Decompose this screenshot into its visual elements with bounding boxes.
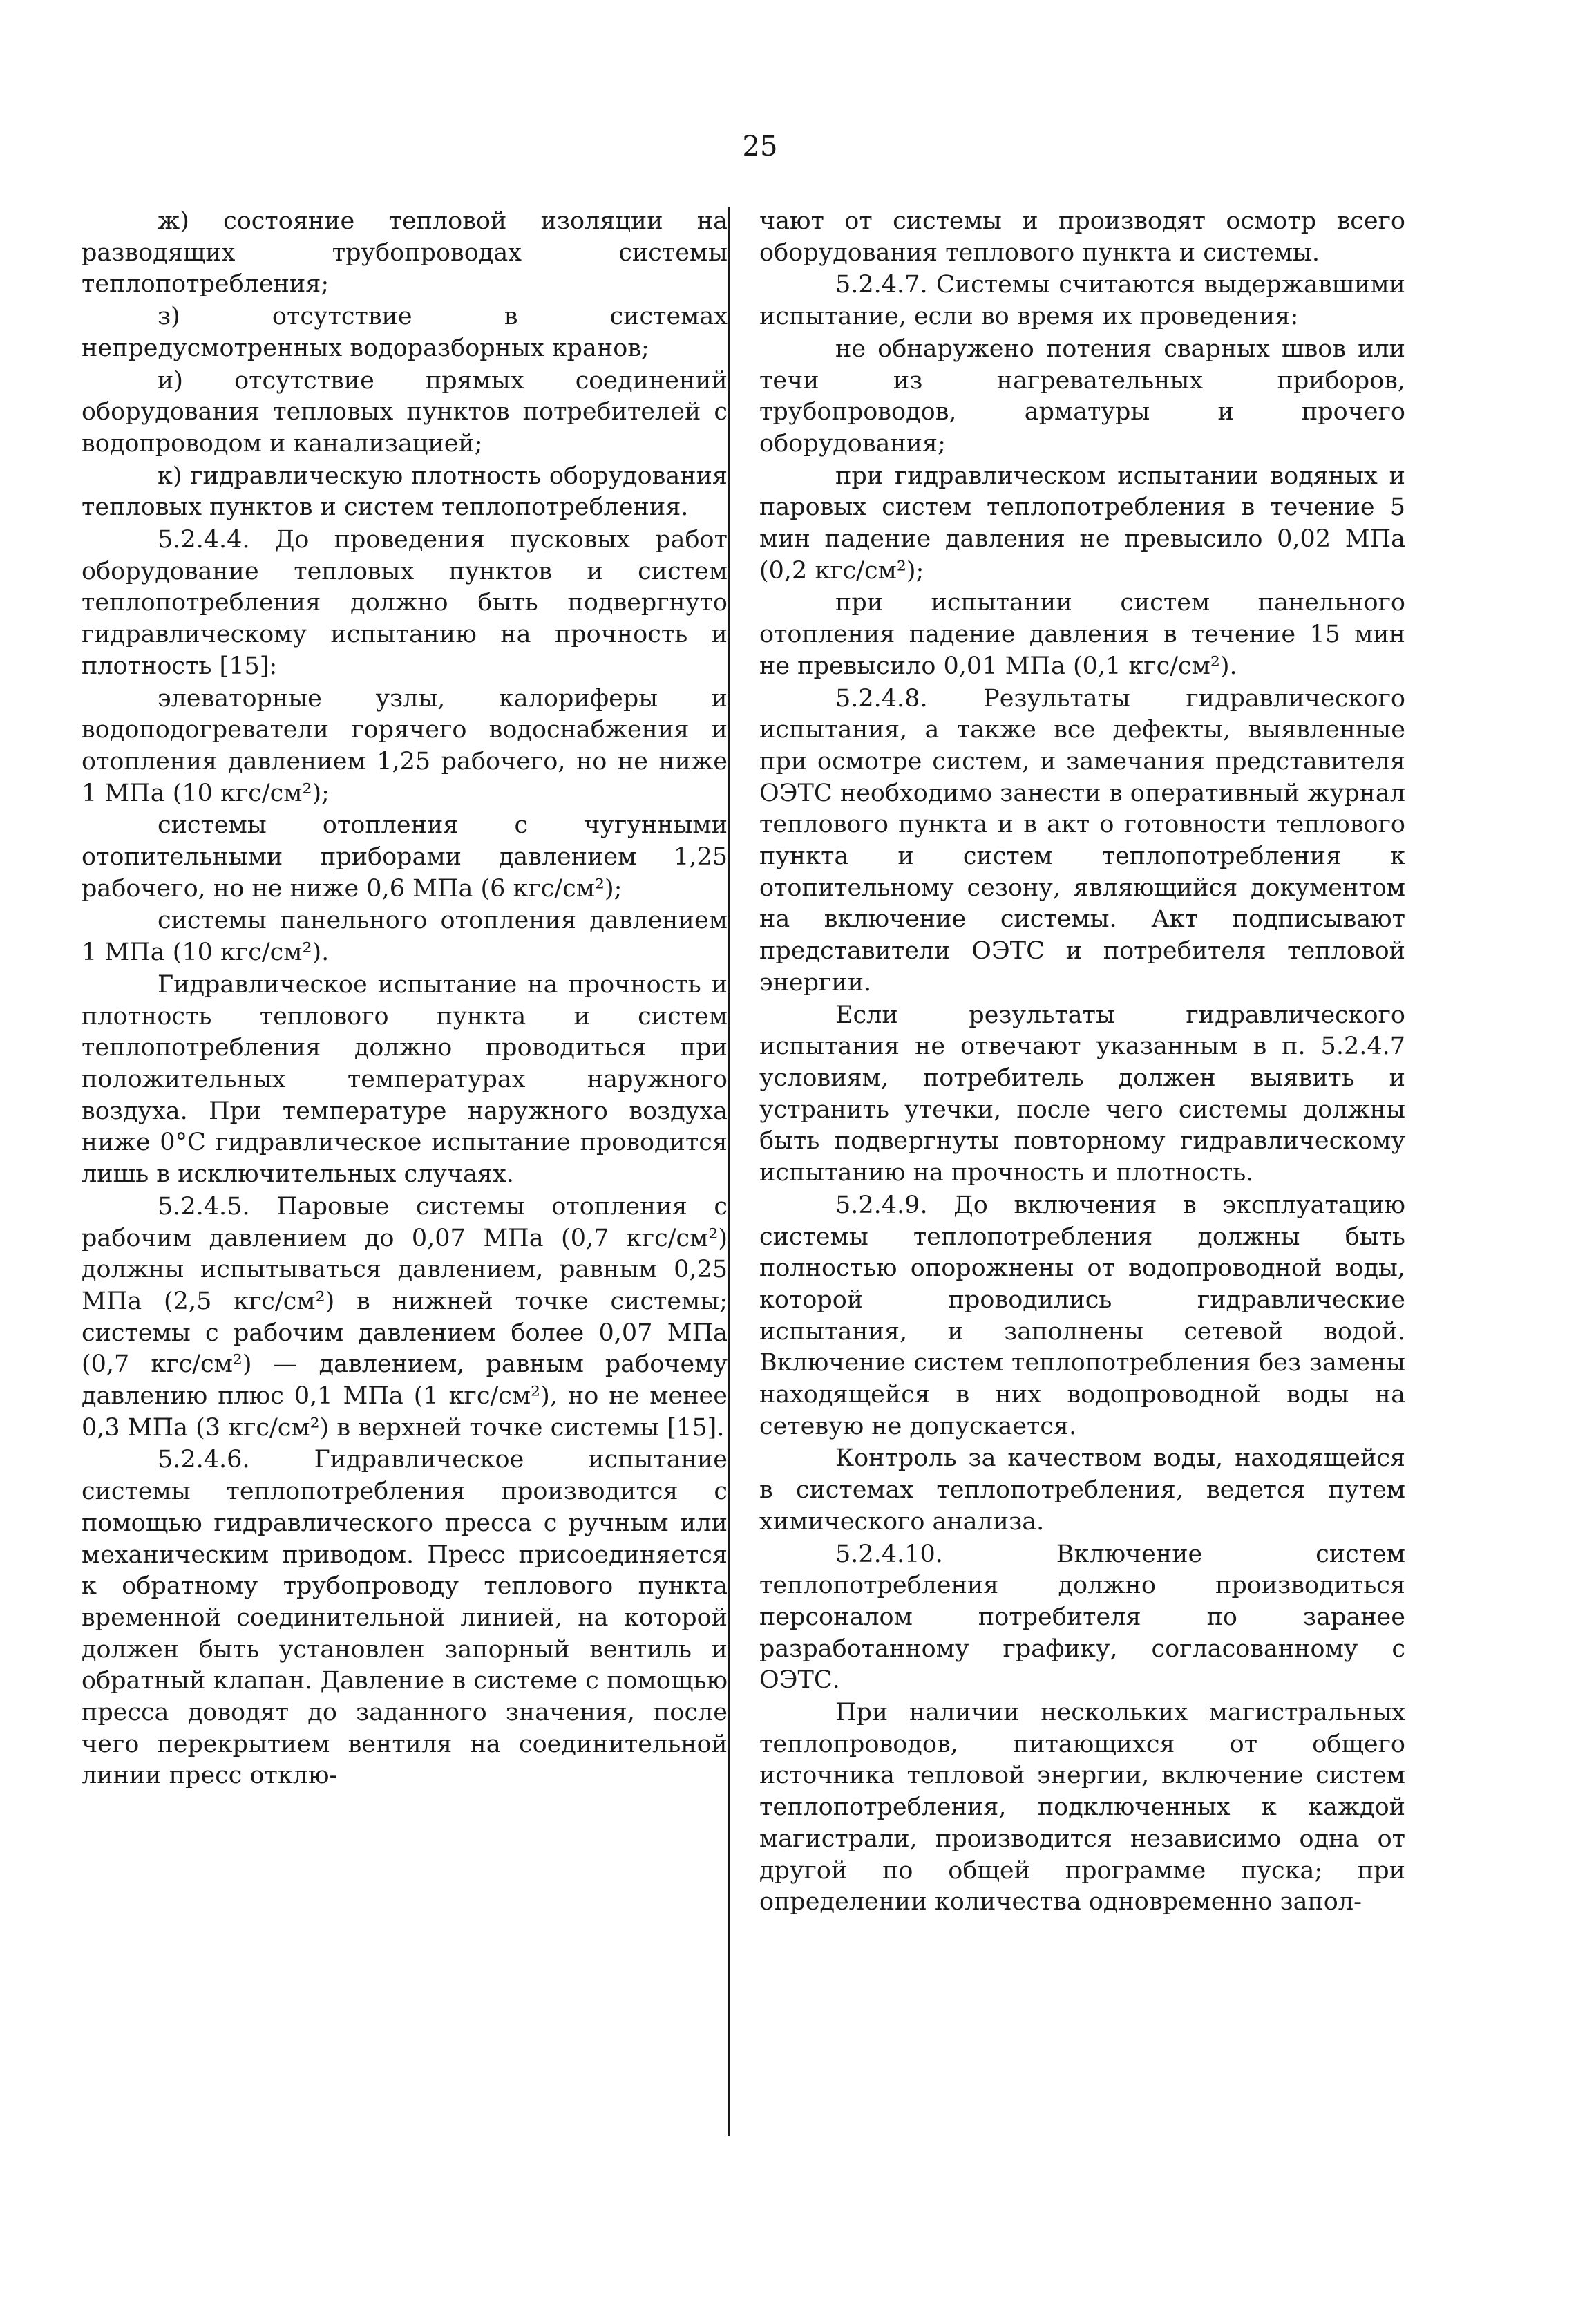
paragraph: При наличии нескольких магистральных теплопроводов, питающихся от общего источника тепловой энергии, включение систем теплопотребления, подключенных к каждой магистрали, производится независимо одна от другой по общей программе пуска; при определении количества одновременно запол- <box>759 1699 1405 1916</box>
paragraph: 5.2.4.7. Системы считаются выдержавшими испытание, если во время их проведения: <box>759 271 1405 331</box>
paragraph: 5.2.4.6. Гидравлическое испытание системы теплопотребления производится с помощью гидравлического пресса с ручным или механическим приводом. Пресс присоединяется к обратному трубопроводу теплового пункта временной соединительной линией, на которой должен быть установлен запорный вентиль и обратный клапан. Давление в системе с помощью пресса доводят до заданного значения, после чего перекрытием вентиля на соединительной линии пресс отклю- <box>82 1446 728 1790</box>
paragraph: ж) состояние тепловой изоляции на разводящих трубопроводах системы теплопотребления; <box>82 207 728 299</box>
left-column <box>82 206 728 1793</box>
column-divider <box>728 207 730 2136</box>
paragraph: чают от системы и производят осмотр всего оборудования теплового пункта и системы. <box>759 207 1405 267</box>
paragraph: не обнаружено потения сварных швов или течи из нагревательных приборов, трубопроводов, арматуры и прочего оборудования; <box>759 334 1405 458</box>
right-column <box>759 206 1405 1919</box>
paragraph: элеваторные узлы, калориферы и водоподогреватели горячего водоснабжения и отопления давлением 1,25 рабочего, но не ниже 1 МПа (10 кгс/см²); <box>82 684 728 807</box>
paragraph: при испытании систем панельного отопления падение давления в течение 15 мин не превысило 0,01 МПа (0,1 кгс/см²). <box>759 589 1405 680</box>
paragraph: 5.2.4.5. Паровые системы отопления с рабочим давлением до 0,07 МПа (0,7 кгс/см²) должны испытываться давлением, равным 0,25 МПа (2,5 кгс/см²) в нижней точке системы; системы с рабочим давлением более 0,07 МПа (0,7 кгс/см²) — давлением, равным рабочему давлению плюс 0,1 МПа (1 кгс/см²), но не менее 0,3 МПа (3 кгс/см²) в верхней точке системы [15]. <box>82 1192 728 1442</box>
paragraph: Контроль за качеством воды, находящейся в системах теплопотребления, ведется путем химического анализа. <box>759 1444 1405 1536</box>
paragraph: к) гидравлическую плотность оборудования тепловых пунктов и систем теплопотребления. <box>82 462 728 522</box>
paragraph: 5.2.4.10. Включение систем теплопотребления должно производиться персоналом потребителя по заранее разработанному графику, согласованному с ОЭТС. <box>759 1540 1405 1695</box>
paragraph: з) отсутствие в системах непредусмотренных водоразборных кранов; <box>82 303 728 362</box>
paragraph: 5.2.4.4. До проведения пусковых работ оборудование тепловых пунктов и систем теплопотребления должно быть подвергнуто гидравлическому испытанию на прочность и плотность [15]: <box>82 526 728 680</box>
paragraph: и) отсутствие прямых соединений оборудования тепловых пунктов потребителей с водопроводом и канализацией; <box>82 366 728 458</box>
paragraph: Если результаты гидравлического испытания не отвечают указанным в п. 5.2.4.7 условиям, потребитель должен выявить и устранить утечки, после чего системы должны быть подвергнуты повторному гидравлическому испытанию на прочность и плотность. <box>759 1001 1405 1187</box>
paragraph: 5.2.4.9. До включения в эксплуатацию системы теплопотребления должны быть полностью опорожнены от водопроводной воды, которой проводились гидравлические испытания, и заполнены сетевой водой. Включение систем теплопотребления без замены находящейся в них водопроводной воды на сетевую не допускается. <box>759 1191 1405 1440</box>
paragraph: при гидравлическом испытании водяных и паровых систем теплопотребления в течение 5 мин падение давления не превысило 0,02 МПа (0,2 кгс/см²); <box>759 462 1405 585</box>
paragraph: 5.2.4.8. Результаты гидравлического испытания, а также все дефекты, выявленные при осмотре систем, и замечания представителя ОЭТС необходимо занести в оперативный журнал теплового пункта и в акт о готовности теплового пункта и систем теплопотребления к отопительному сезону, являющийся документом на включение системы. Акт подписывают представители ОЭТС и потребителя тепловой энергии. <box>759 684 1405 997</box>
paragraph: системы панельного отопления давлением 1 МПа (10 кгс/см²). <box>82 907 728 967</box>
paragraph: Гидравлическое испытание на прочность и плотность теплового пункта и систем теплопотребления должно проводиться при положительных температурах наружного воздуха. При температуре наружного воздуха ниже 0°C гидравлическое испытание проводится лишь в исключительных случаях. <box>82 970 728 1189</box>
page-number: 25 <box>742 131 778 162</box>
paragraph: системы отопления с чугунными отопительными приборами давлением 1,25 рабочего, но не ниже 0,6 МПа (6 кгс/см²); <box>82 811 728 903</box>
